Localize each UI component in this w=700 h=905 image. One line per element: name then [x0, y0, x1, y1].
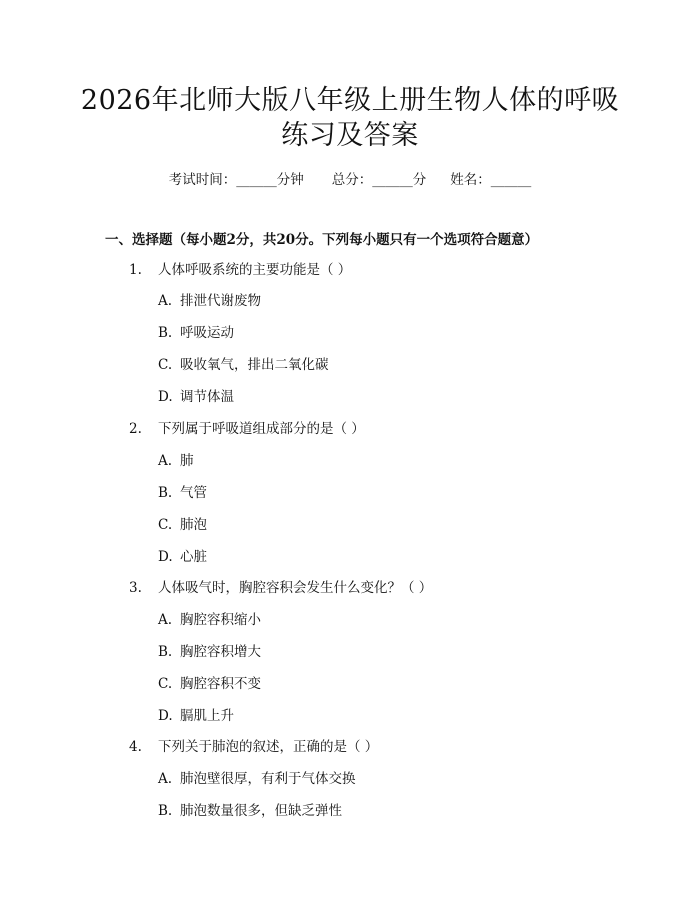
question-2-option-a [158, 452, 194, 470]
option-key: C. [158, 517, 173, 533]
exam-info-line [0, 168, 700, 188]
option-text: 肺 [180, 453, 194, 469]
question-text: 下列关于肺泡的叙述，正确的是（ ） [158, 739, 379, 755]
option-key: D. [158, 389, 173, 405]
option-key: A. [158, 453, 173, 469]
question-1-option-c [158, 356, 329, 374]
section-heading-multiple-choice: 一、选择题（每小题2分，共20分。下列每小题只有一个选项符合题意） [105, 232, 539, 248]
option-text: 胸腔容积缩小 [180, 612, 261, 628]
option-text: 肺泡 [180, 517, 207, 533]
question-4 [129, 738, 378, 756]
question-4-option-b [158, 802, 342, 820]
question-1 [129, 261, 351, 279]
option-key: B. [158, 485, 173, 501]
option-key: D. [158, 708, 173, 724]
option-key: D. [158, 549, 173, 565]
question-3 [129, 579, 432, 597]
option-text: 调节体温 [180, 389, 234, 405]
option-text: 呼吸运动 [180, 325, 234, 341]
question-3-option-c [158, 675, 261, 693]
option-text: 心脏 [180, 549, 207, 565]
question-text: 人体呼吸系统的主要功能是（ ） [158, 262, 352, 278]
option-key: B. [158, 644, 173, 660]
question-4-option-a [158, 770, 356, 788]
question-2-option-d [158, 548, 207, 566]
option-text: 排泄代谢废物 [180, 293, 261, 309]
question-3-option-a [158, 611, 261, 629]
question-1-option-a [158, 292, 261, 310]
option-key: A. [158, 293, 173, 309]
option-key: C. [158, 357, 173, 373]
question-2 [129, 420, 365, 438]
total-score-field: 总分：______分 [331, 172, 427, 188]
option-text: 膈肌上升 [180, 708, 234, 724]
question-text: 人体吸气时，胸腔容积会发生什么变化？（ ） [158, 580, 433, 596]
question-3-option-b [158, 643, 261, 661]
question-1-option-b [158, 324, 234, 342]
question-number: 4. [129, 739, 142, 755]
exam-time-field: 考试时间：______分钟 [168, 172, 304, 188]
option-key: C. [158, 676, 173, 692]
option-key: A. [158, 612, 173, 628]
option-text: 肺泡数量很多，但缺乏弹性 [180, 803, 342, 819]
option-text: 吸收氧气，排出二氧化碳 [180, 357, 329, 373]
question-number: 3. [129, 580, 142, 596]
question-2-option-b [158, 484, 207, 502]
option-text: 肺泡壁很厚，有利于气体交换 [180, 771, 356, 787]
document-title-line-2: 练习及答案 [281, 120, 419, 151]
option-text: 气管 [180, 485, 207, 501]
question-number: 1. [129, 262, 142, 278]
question-3-option-d [158, 707, 234, 725]
option-key: B. [158, 325, 173, 341]
question-1-option-d [158, 388, 234, 406]
question-text: 下列属于呼吸道组成部分的是（ ） [158, 421, 365, 437]
student-name-field: 姓名：______ [450, 172, 532, 188]
question-number: 2. [129, 421, 142, 437]
document-title-line-1: 2026年北师大版八年级上册生物人体的呼吸 [80, 85, 620, 116]
option-text: 胸腔容积不变 [180, 676, 261, 692]
option-key: B. [158, 803, 173, 819]
option-text: 胸腔容积增大 [180, 644, 261, 660]
option-key: A. [158, 771, 173, 787]
question-2-option-c [158, 516, 207, 534]
